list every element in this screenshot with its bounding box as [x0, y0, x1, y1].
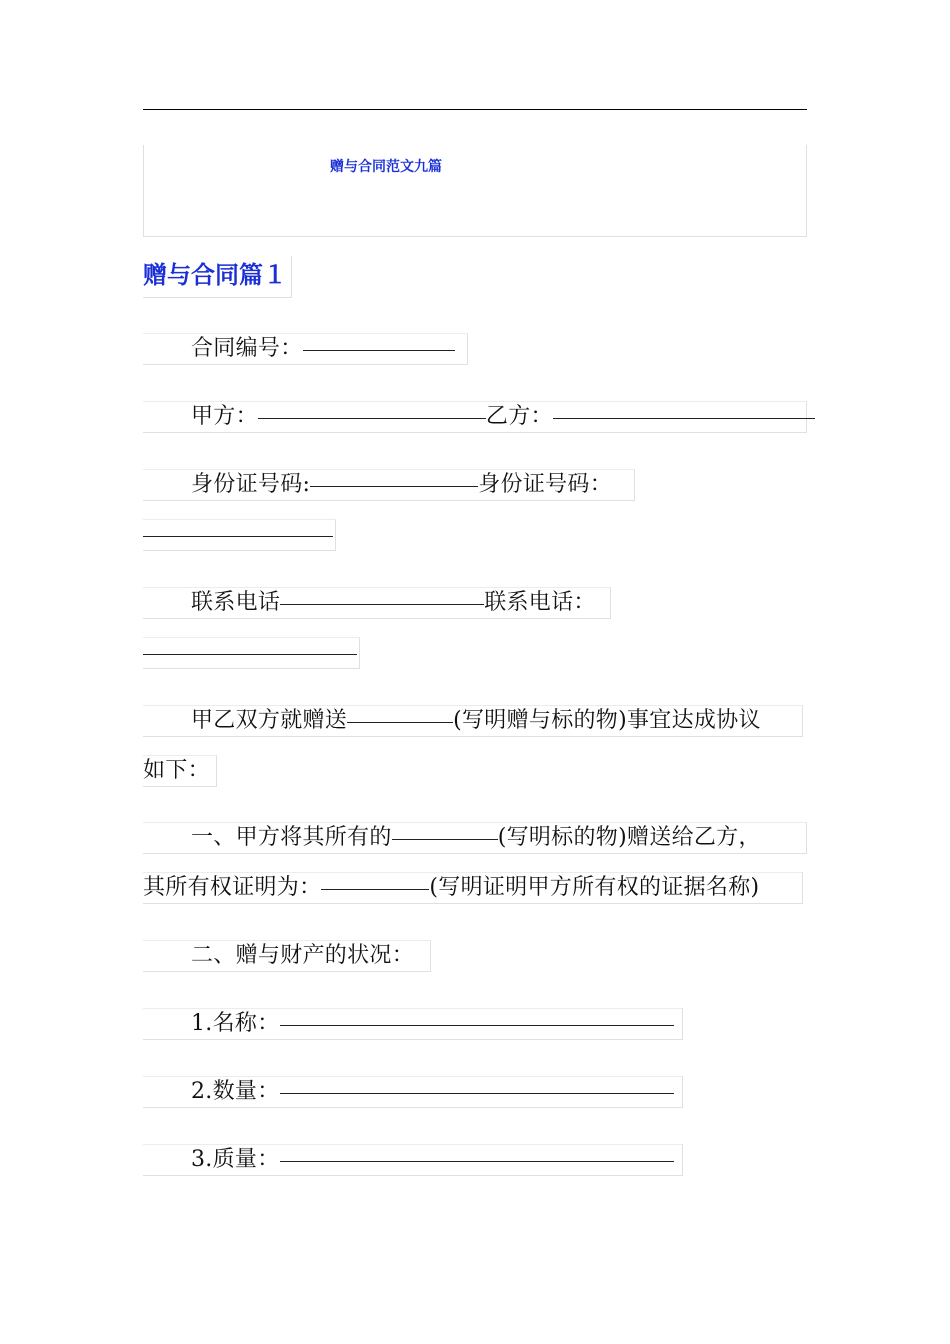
item-1-label: 1.名称： [191, 1011, 280, 1036]
contract-number-line [143, 333, 468, 365]
document-title: 赠与合同范文九篇 [330, 159, 442, 175]
clause-1-line [143, 822, 807, 854]
item-3-label: 3.质量： [191, 1147, 280, 1172]
party-a-label: 甲方： [191, 404, 258, 429]
phone-line [143, 587, 611, 619]
item-3-line [143, 1144, 683, 1176]
phone-b-blank-line [143, 637, 360, 669]
clause-2-line [143, 940, 431, 972]
intro-line [143, 705, 803, 737]
contract-number-label: 合同编号： [191, 336, 303, 361]
id-a-label: 身份证号码: [191, 472, 311, 497]
clause-1-cont-line [143, 872, 803, 904]
intro-cont-line [143, 755, 217, 787]
clause-1-pre: 一、甲方将其所有的 [191, 825, 392, 850]
phone-a-label: 联系电话 [191, 590, 281, 615]
clause-2-text: 二、赠与财产的状况： [191, 943, 415, 968]
clause-1-cont-pre: 其所有权证明为： [143, 875, 322, 900]
parties-line [143, 401, 807, 433]
party-b-label: 乙方： [485, 404, 553, 429]
section-heading: 赠与合同篇１ [143, 256, 292, 298]
intro-text-pre: 甲乙双方就赠送 [191, 708, 348, 733]
phone-b-label: 联系电话： [484, 590, 596, 615]
intro-text-post: (写明赠与标的物)事宜达成协议 [453, 708, 761, 733]
id-b-blank-line [143, 519, 336, 551]
header-rule [143, 109, 807, 110]
header-box [143, 145, 807, 237]
id-number-line [143, 469, 635, 501]
intro-text-cont: 如下： [143, 758, 210, 783]
id-b-label: 身份证号码： [478, 472, 613, 497]
clause-1-post: (写明标的物)赠送给乙方， [497, 825, 761, 850]
item-1-line [143, 1008, 683, 1040]
item-2-line [143, 1076, 683, 1108]
clause-1-cont-post: (写明证明甲方所有权的证据名称) [429, 875, 760, 900]
item-2-label: 2.数量： [191, 1079, 280, 1104]
